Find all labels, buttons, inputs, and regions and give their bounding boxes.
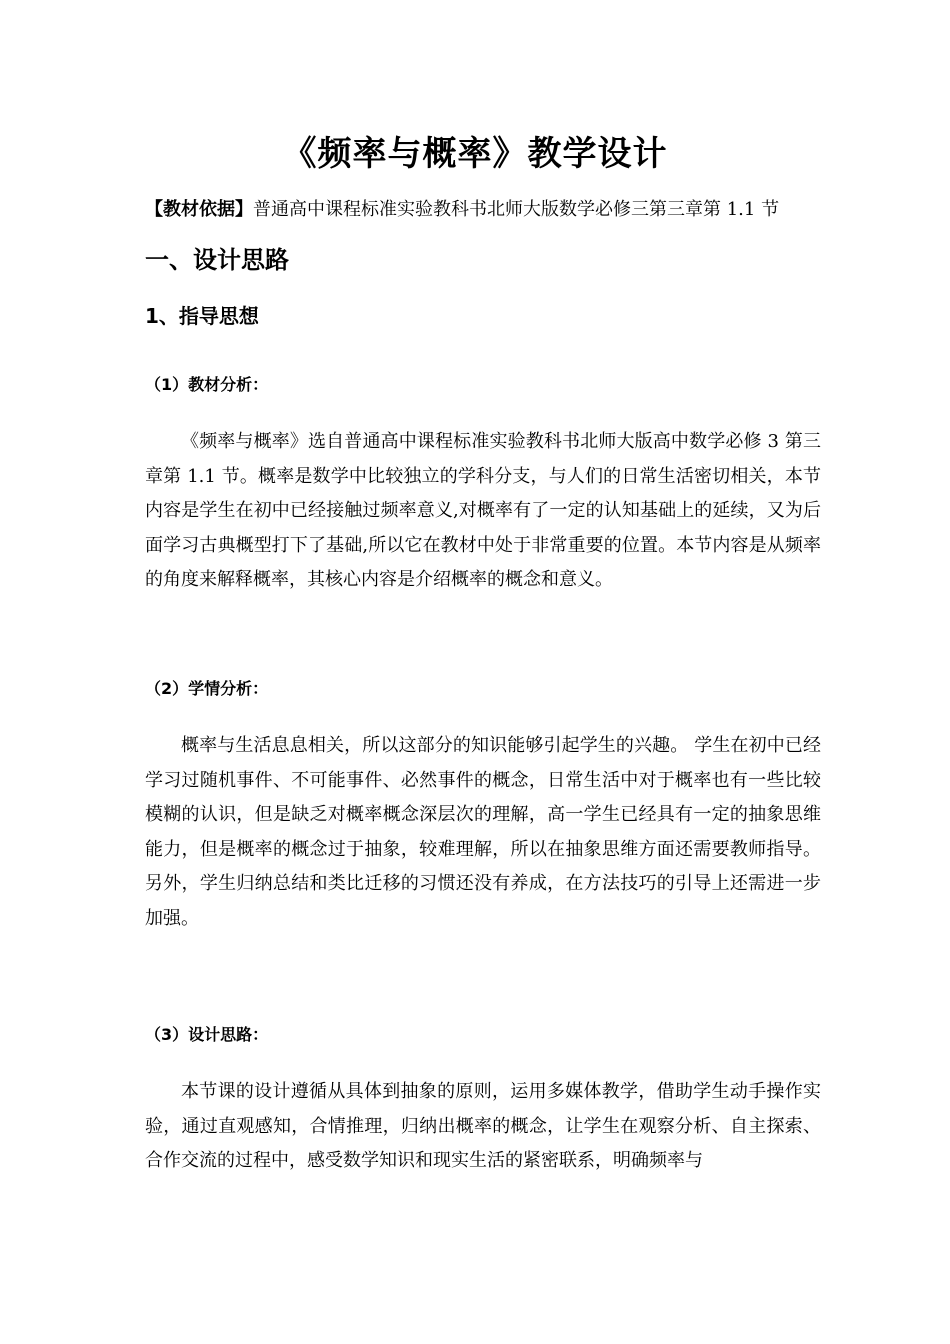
heading-student-analysis: （2）学情分析： xyxy=(145,679,269,698)
basis-label: 【教材依据】 xyxy=(145,199,253,220)
paragraph-student-analysis: 概率与生活息息相关，所以这部分的知识能够引起学生的兴趣。 学生在初中已经学习过随机事件、不可能事件、必然事件的概念，日常生活中对于概率也有一些比较模糊的认识，但是缺乏对概率概念深层次的理解，高一学生已经具有一定的抽象思维能力，但是概率的概念过于抽象，较难理解，所以在抽象思维方面还需要教师指导。另外，学生归纳总结和类比迁移的习惯还没有养成，在方法技巧的引导上还需进一步加强。 xyxy=(145,735,821,929)
paragraph-design-approach: 本节课的设计遵循从具体到抽象的原则，运用多媒体教学，借助学生动手操作实验，通过直观感知，合情推理，归纳出概率的概念，让学生在观察分析、自主探索、合作交流的过程中，感受数学知识和现实生活的紧密联系，明确频率与 xyxy=(145,1081,821,1171)
basis-text: 普通高中课程标准实验教科书北师大版数学必修三第三章第 1.1 节 xyxy=(253,199,780,220)
paragraph-textbook-analysis: 《频率与概率》选自普通高中课程标准实验教科书北师大版高中数学必修 3 第三章第 1.1 节。概率是数学中比较独立的学科分支，与人们的日常生活密切相关，本节内容是学生在初中已经接触过频率意义,对概率有了一定的认知基础上的延续，又为后面学习古典概型打下了基础,所以它在教材中处于非常重要的位置。本节内容是从频率的角度来解释概率，其核心内容是介绍概率的概念和意义。 xyxy=(145,431,821,590)
section-heading-design-ideas: 一、设计思路 xyxy=(145,246,289,274)
heading-design-approach: （3）设计思路： xyxy=(145,1025,269,1044)
document-title: 《频率与概率》教学设计 xyxy=(282,134,668,174)
textbook-basis xyxy=(145,195,845,221)
subsection-heading-guiding-thought: 1、指导思想 xyxy=(145,304,259,328)
heading-textbook-analysis: （1）教材分析： xyxy=(145,375,269,394)
